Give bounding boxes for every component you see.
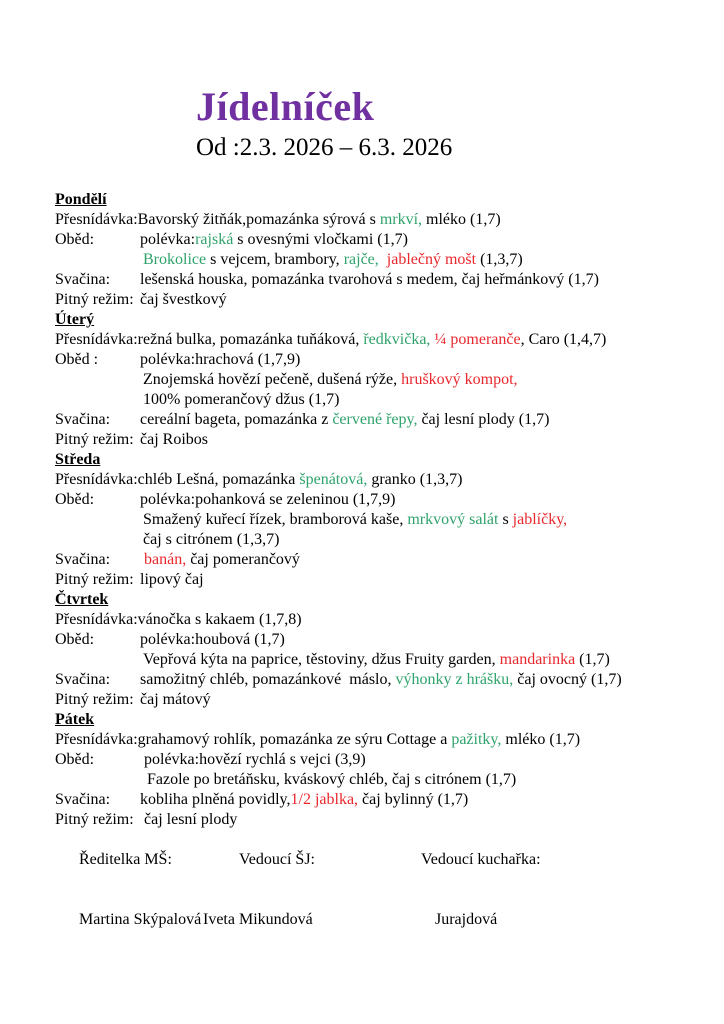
text-segment: čaj s citrónem (1,3,7) [143, 531, 280, 548]
document-header [0, 0, 724, 164]
day-header: Čtvrtek [55, 591, 109, 608]
text-segment: červené řepy, [332, 411, 418, 428]
text-segment: vánočka s kakaem (1,7,8) [137, 611, 302, 628]
role-label-canteen-head: Vedoucí ŠJ: [239, 851, 315, 868]
text-segment: mandarinka [499, 651, 576, 668]
text-segment: ředkvička, [363, 331, 431, 348]
text-segment: samožitný chléb, pomazánkové máslo, [140, 671, 396, 688]
day-header: Středa [55, 451, 101, 468]
line-label: Pitný režim: [55, 691, 134, 708]
menu-line [55, 230, 724, 250]
text-segment: čaj bylinný (1,7) [358, 791, 469, 808]
menu-line [55, 410, 724, 430]
menu-line [55, 370, 724, 390]
text-segment [379, 251, 387, 268]
text-segment: 1/2 jablka, [290, 791, 359, 808]
text-segment: Znojemská hovězí pečeně, dušená rýže, [143, 371, 402, 388]
text-segment: 100% pomerančový džus (1,7) [143, 391, 340, 408]
text-segment: čaj lesní plody (1,7) [417, 411, 550, 428]
text-segment: rajče, [343, 251, 379, 268]
text-segment: režná bulka, pomazánka tuňáková, [137, 331, 364, 348]
day-section [55, 450, 724, 590]
footer-roles-row [55, 830, 724, 890]
text-segment: čaj lesní plody [140, 811, 238, 828]
text-segment: ¼ pomeranče [434, 331, 521, 348]
day-header: Pátek [55, 711, 95, 728]
text-segment: čaj pomerančový [186, 551, 300, 568]
menu-line [55, 470, 724, 490]
text-segment: lešenská houska, pomazánka tvarohová s medem, čaj heřmánkový (1,7) [140, 271, 599, 288]
line-label: Oběd: [55, 631, 95, 648]
text-segment: Bavorský žitňák,pomazánka sýrová s [137, 211, 380, 228]
text-segment: jablíčky, [512, 511, 568, 528]
text-segment: čaj mátový [140, 691, 211, 708]
menu-line [55, 550, 724, 570]
text-segment: grahamový rohlík, pomazánka ze sýru Cottage a [137, 731, 452, 748]
line-label: Svačina: [55, 271, 111, 288]
text-segment: mléko (1,7) [501, 731, 581, 748]
day-section [55, 590, 724, 710]
menu-line [55, 430, 724, 450]
menu-line [55, 570, 724, 590]
menu-line [55, 270, 724, 290]
day-section [55, 710, 724, 830]
line-label: Svačina: [55, 791, 111, 808]
line-label: Přesnídávka: [55, 331, 138, 348]
menu-line [55, 630, 724, 650]
text-segment: rajská [195, 231, 234, 248]
text-segment: (1,7) [575, 651, 610, 668]
text-segment: čaj ovocný (1,7) [513, 671, 622, 688]
line-label: Přesnídávka: [55, 731, 138, 748]
text-segment: mléko (1,7) [422, 211, 501, 228]
signer-name-canteen-head: Iveta Mikundová [203, 911, 313, 928]
text-segment: výhonky z hrášku, [395, 671, 514, 688]
menu-body [55, 190, 724, 950]
menu-line [55, 350, 724, 370]
menu-line [55, 530, 724, 550]
text-segment: (1,3,7) [476, 251, 523, 268]
menu-line [55, 330, 724, 350]
menu-line [55, 750, 724, 770]
text-segment: polévka:houbová (1,7) [140, 631, 285, 648]
text-segment: s ovesnými vločkami (1,7) [233, 231, 408, 248]
line-label: Svačina: [55, 551, 111, 568]
line-label: Oběd: [55, 231, 95, 248]
text-segment: s vejcem, brambory, [206, 251, 344, 268]
line-label: Přesnídávka: [55, 211, 138, 228]
text-segment: lipový čaj [140, 571, 204, 588]
role-label-director: Ředitelka MŠ: [79, 851, 172, 868]
signer-name-director: Martina Skýpalová [79, 911, 202, 928]
text-segment: kobliha plněná povidly, [140, 791, 291, 808]
day-section [55, 310, 724, 450]
page-title: Jídelníček [196, 84, 375, 129]
line-label: Přesnídávka: [55, 611, 138, 628]
text-segment: granko (1,3,7) [367, 471, 463, 488]
menu-days [55, 190, 724, 830]
text-segment: Smažený kuřecí řízek, bramborová kaše, [143, 511, 408, 528]
day-header: Úterý [55, 311, 95, 328]
text-segment: polévka:hovězí rychlá s vejci (3,9) [140, 751, 366, 768]
signer-name-head-cook: Jurajdová [431, 911, 498, 928]
footer-names-row [55, 890, 724, 950]
text-segment: s [498, 511, 513, 528]
line-label: Oběd: [55, 491, 95, 508]
line-label: Přesnídávka: [55, 471, 138, 488]
menu-line [55, 770, 724, 790]
line-label: Svačina: [55, 411, 111, 428]
day-section [55, 190, 724, 310]
line-label: Oběd : [55, 351, 99, 368]
menu-line [55, 210, 724, 230]
text-segment: , Caro (1,4,7) [520, 331, 607, 348]
menu-line [55, 490, 724, 510]
menu-line [55, 250, 724, 270]
menu-line [55, 290, 724, 310]
text-segment: čaj Roibos [140, 431, 208, 448]
text-segment: polévka: [140, 231, 196, 248]
text-segment: Fazole po bretáňsku, kváskový chléb, čaj s citrónem (1,7) [143, 771, 517, 788]
menu-line [55, 390, 724, 410]
menu-line [55, 730, 724, 750]
line-label: Oběd: [55, 751, 95, 768]
text-segment: hruškový kompot, [401, 371, 518, 388]
text-segment: pažitky, [451, 731, 502, 748]
text-segment: chléb Lešná, pomazánka [137, 471, 300, 488]
text-segment: špenátová, [299, 471, 368, 488]
menu-line [55, 810, 724, 830]
text-segment: polévka:pohanková se zeleninou (1,7,9) [140, 491, 396, 508]
line-label: Pitný režim: [55, 811, 134, 828]
text-segment: Brokolice [143, 251, 207, 268]
menu-line [55, 650, 724, 670]
menu-line [55, 510, 724, 530]
text-segment: banán, [144, 551, 187, 568]
menu-line [55, 610, 724, 630]
line-label: Pitný režim: [55, 571, 134, 588]
text-segment: Vepřová kýta na paprice, těstoviny, džus Fruity garden, [143, 651, 500, 668]
line-label: Pitný režim: [55, 431, 134, 448]
menu-line [55, 670, 724, 690]
role-label-head-cook: Vedoucí kuchařka: [421, 851, 541, 868]
menu-line [55, 690, 724, 710]
line-label: Pitný režim: [55, 291, 134, 308]
line-label: Svačina: [55, 671, 111, 688]
text-segment: mrkvový salát [407, 511, 499, 528]
date-range: Od :2.3. 2026 – 6.3. 2026 [196, 134, 453, 161]
text-segment: polévka:hrachová (1,7,9) [140, 351, 301, 368]
menu-line [55, 790, 724, 810]
text-segment: čaj švestkový [140, 291, 227, 308]
text-segment: jablečný mošt [386, 251, 477, 268]
day-header: Pondělí [55, 191, 107, 208]
text-segment: cereální bageta, pomazánka z [140, 411, 333, 428]
text-segment: mrkví, [379, 211, 423, 228]
